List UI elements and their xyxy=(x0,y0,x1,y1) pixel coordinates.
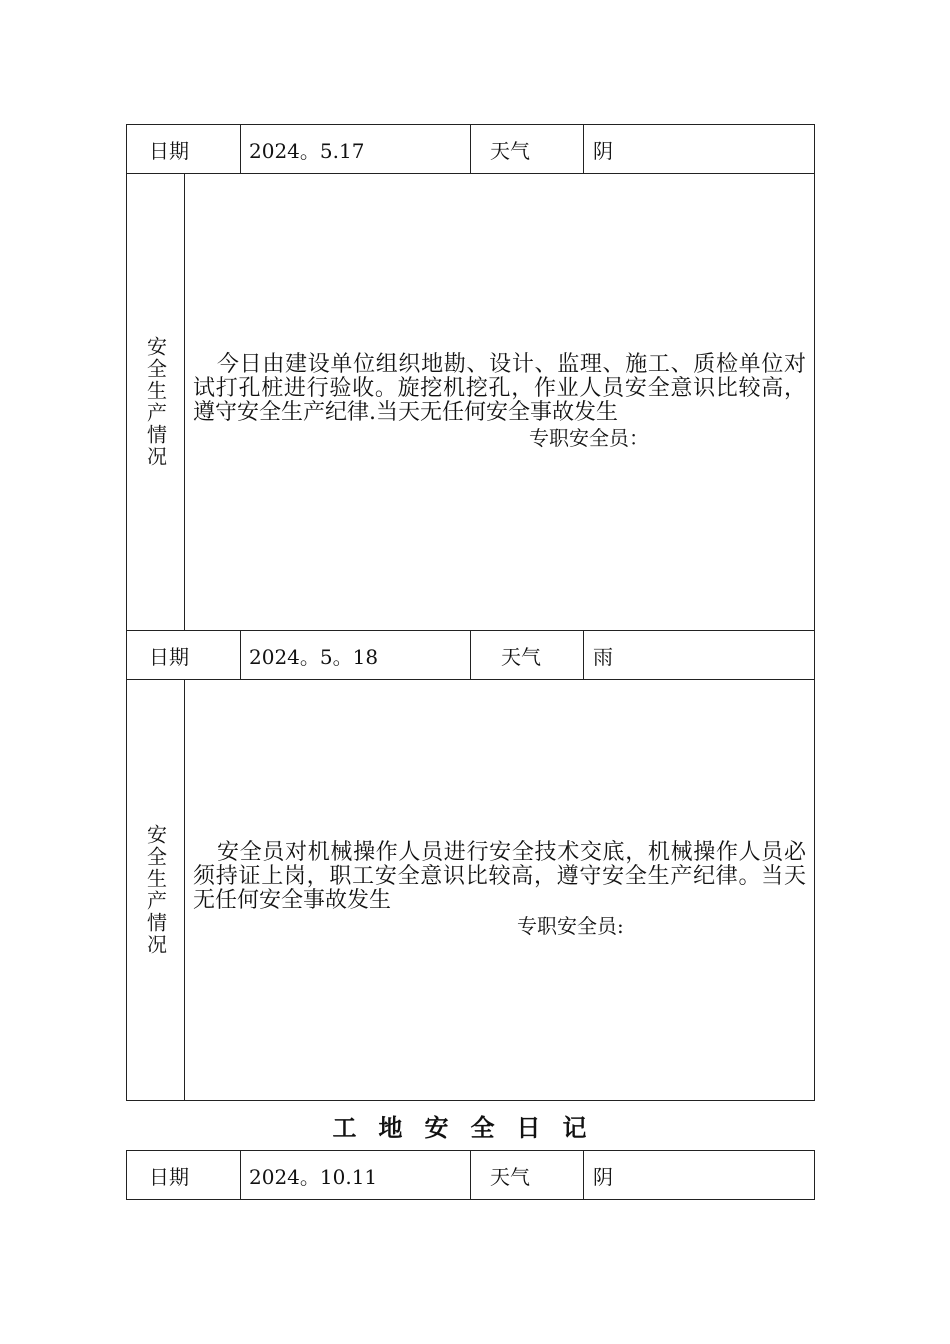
entry-1-content xyxy=(193,174,806,630)
section-label: 安全生产情况 xyxy=(127,174,185,630)
section-label: 安全生产情况 xyxy=(127,680,185,1100)
weather-value: 阴 xyxy=(593,138,613,163)
entry-1-body-row xyxy=(126,173,815,631)
entry-1-header-row xyxy=(126,124,815,174)
date-value: 2024。10.11 xyxy=(249,1164,378,1189)
weather-value: 阴 xyxy=(593,1164,613,1189)
weather-label: 天气 xyxy=(501,644,541,669)
date-label: 日期 xyxy=(149,1164,189,1189)
weather-label: 天气 xyxy=(490,138,530,163)
entry-2-body-row xyxy=(126,679,815,1101)
entry-3-header-row xyxy=(126,1150,815,1200)
safety-officer-signature: 专职安全员: xyxy=(517,914,624,938)
safety-officer-signature: 专职安全员： xyxy=(529,426,649,450)
entry-1-body-text: 今日由建设单位组织地勘、设计、监理、施工、质检单位对试打孔桩进行验收。旋挖机挖孔，作业人员安全意识比较高，遵守安全生产纪律.当天无任何安全事故发生 xyxy=(193,352,806,425)
date-value: 2024。5。18 xyxy=(249,644,379,669)
entry-2-body-text: 安全员对机械操作人员进行安全技术交底，机械操作人员必须持证上岗，职工安全意识比较高，遵守安全生产纪律。当天无任何安全事故发生 xyxy=(193,840,806,913)
weather-label: 天气 xyxy=(490,1164,530,1189)
date-label: 日期 xyxy=(149,644,189,669)
entry-2-header-row xyxy=(126,630,815,680)
entry-2-content xyxy=(193,680,806,1100)
weather-value: 雨 xyxy=(593,644,613,669)
page-heading: 工地安全日记 xyxy=(332,1114,609,1142)
date-label: 日期 xyxy=(149,138,189,163)
date-value: 2024。5.17 xyxy=(249,138,365,163)
